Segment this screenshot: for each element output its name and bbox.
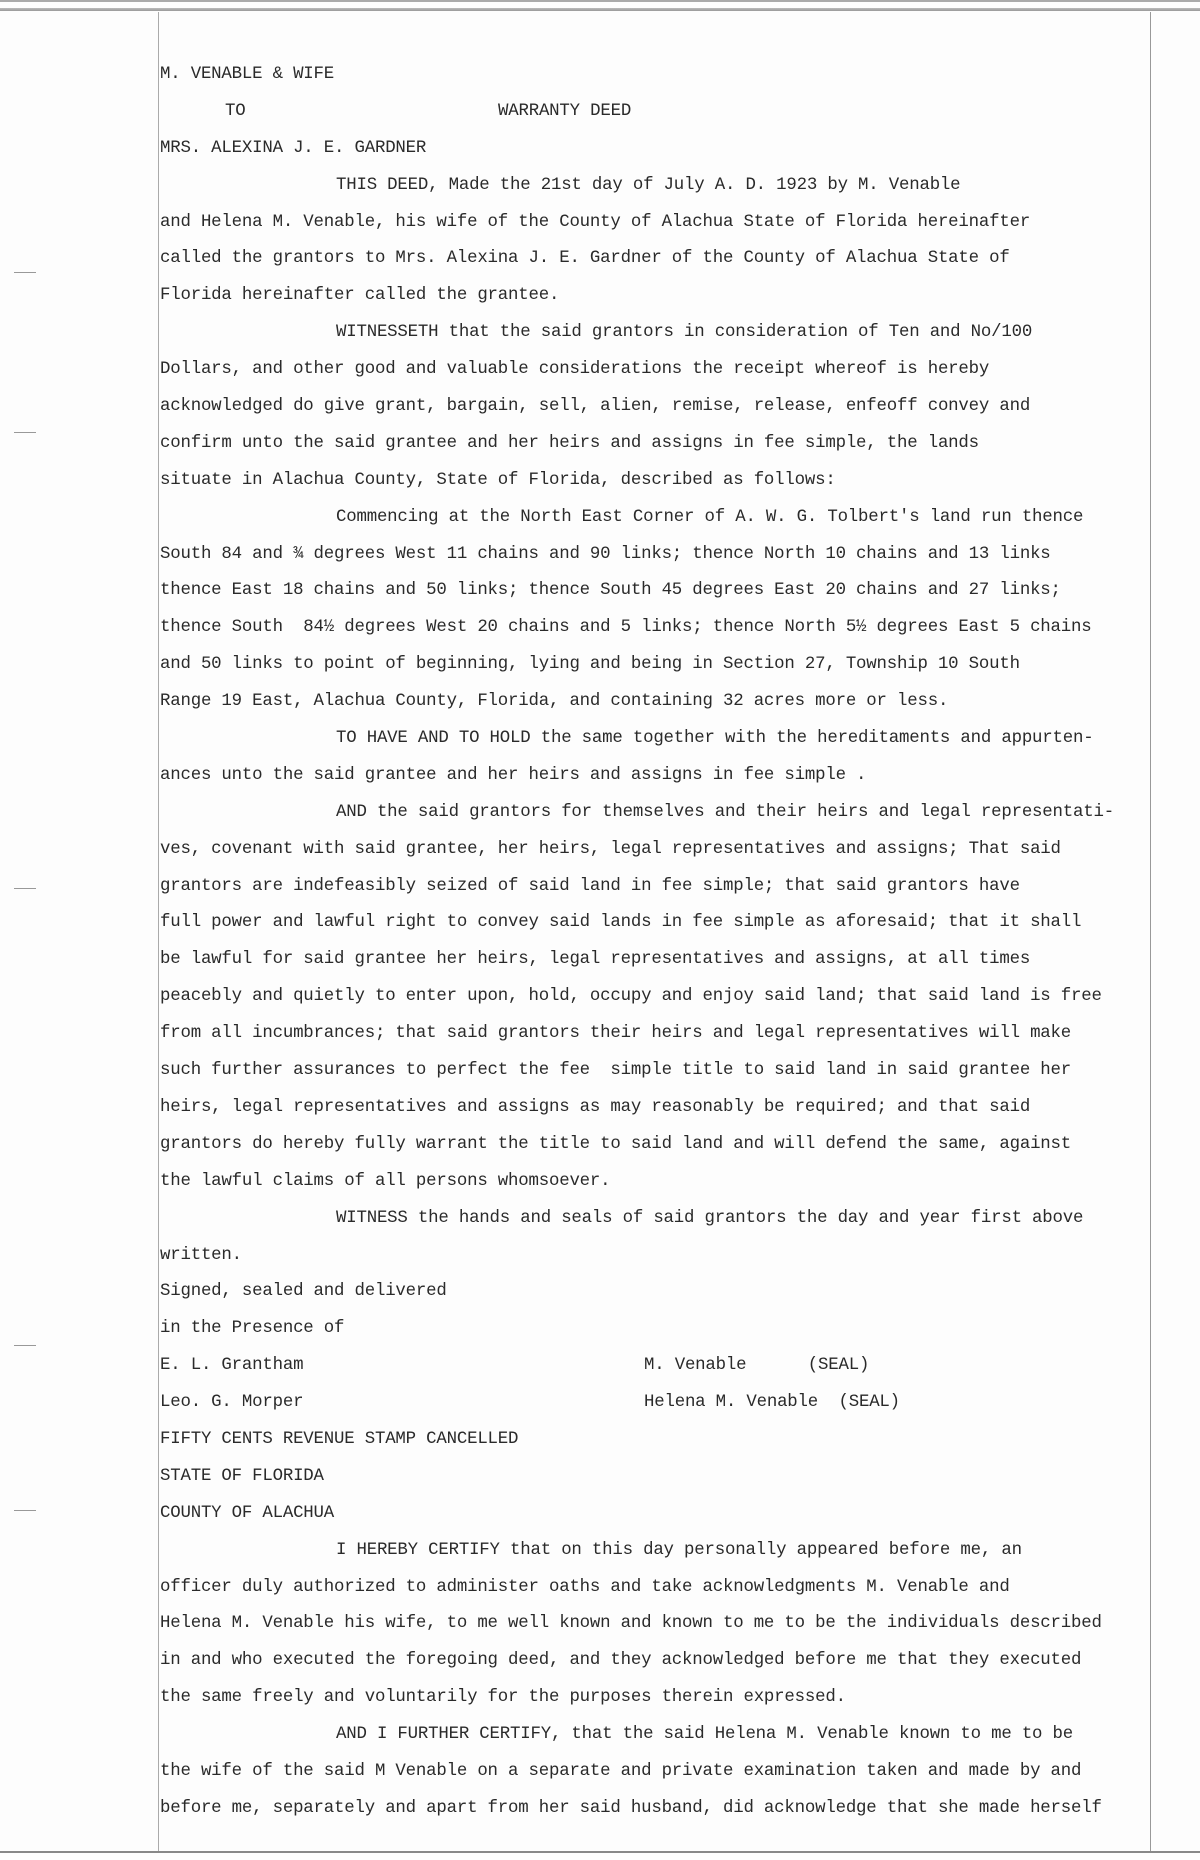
line-text: grantors are indefeasibly seized of said land in fee simple; that said grantors have xyxy=(160,876,1020,896)
text-line xyxy=(160,979,1150,1016)
left-margin-line xyxy=(158,12,159,1852)
text-line xyxy=(160,315,1150,352)
line-text: thence East 18 chains and 50 links; thence South 45 degrees East 20 chains and 27 links; xyxy=(160,581,1061,601)
text-line xyxy=(160,1680,1150,1717)
grantor-signature: Helena M. Venable (SEAL) xyxy=(644,1393,900,1413)
line-text: grantors do hereby fully warrant the title to said land and will defend the same, against xyxy=(160,1134,1072,1154)
line-text: and 50 links to point of beginning, lying and being in Section 27, Township 10 South xyxy=(160,655,1020,675)
text-line xyxy=(160,758,1150,795)
line-text: the same freely and voluntarily for the purposes therein expressed. xyxy=(160,1688,846,1708)
line-text: and Helena M. Venable, his wife of the County of Alachua State of Florida hereinafter xyxy=(160,212,1031,232)
text-line xyxy=(160,57,1150,94)
text-line xyxy=(160,869,1150,906)
line-text: WITNESS the hands and seals of said grantors the day and year first above xyxy=(336,1208,1084,1228)
text-line xyxy=(160,389,1150,426)
line-text: full power and lawful right to convey said lands in fee simple as aforesaid; that it shall xyxy=(160,913,1082,933)
text-line xyxy=(160,1238,1150,1275)
signature-row xyxy=(160,1348,1150,1385)
line-text: from all incumbrances; that said grantors their heirs and legal representatives will make xyxy=(160,1024,1072,1044)
text-line xyxy=(160,721,1150,758)
line-text: the lawful claims of all persons whomsoever. xyxy=(160,1171,611,1191)
line-text: confirm unto the said grantee and her heirs and assigns in fee simple, the lands xyxy=(160,433,979,453)
line-text: I HEREBY CERTIFY that on this day personally appeared before me, an xyxy=(336,1540,1022,1560)
text-line xyxy=(160,205,1150,242)
line-text: peacebly and quietly to enter upon, hold, occupy and enjoy said land; that said land is free xyxy=(160,987,1102,1007)
line-text: MRS. ALEXINA J. E. GARDNER xyxy=(160,138,427,158)
line-text: situate in Alachua County, State of Florida, described as follows: xyxy=(160,470,836,490)
text-line xyxy=(160,352,1150,389)
line-text: STATE OF FLORIDA xyxy=(160,1466,324,1486)
line-text: ves, covenant with said grantee, her heirs, legal representatives and assigns; That said xyxy=(160,839,1061,859)
line-text: heirs, legal representatives and assigns as may reasonably be required; and that said xyxy=(160,1097,1031,1117)
line-text: acknowledged do give grant, bargain, sell, alien, remise, release, enfeoff convey and xyxy=(160,397,1031,417)
line-text: such further assurances to perfect the fee simple title to said land in said grantee her xyxy=(160,1061,1072,1081)
binder-mark xyxy=(14,888,36,889)
text-line xyxy=(160,1201,1150,1238)
text-line xyxy=(160,1164,1150,1201)
text-line xyxy=(160,1533,1150,1570)
line-text: FIFTY CENTS REVENUE STAMP CANCELLED xyxy=(160,1429,519,1449)
line-text: Commencing at the North East Corner of A. W. G. Tolbert's land run thence xyxy=(336,507,1084,527)
line-text: TO HAVE AND TO HOLD the same together with the hereditaments and appurten- xyxy=(336,729,1094,749)
text-line xyxy=(160,795,1150,832)
text-line xyxy=(160,1606,1150,1643)
line-text: M. VENABLE & WIFE xyxy=(160,65,335,84)
page-bottom-border xyxy=(0,1851,1200,1853)
text-line xyxy=(160,905,1150,942)
text-line xyxy=(160,1422,1150,1459)
page-top-border xyxy=(0,8,1200,11)
text-line xyxy=(160,241,1150,278)
line-text: be lawful for said grantee her heirs, legal representatives and assigns, at all times xyxy=(160,950,1031,970)
text-line xyxy=(160,610,1150,647)
witness-name: E. L. Grantham xyxy=(160,1356,304,1376)
text-line xyxy=(160,463,1150,500)
text-line xyxy=(160,1791,1150,1828)
text-line xyxy=(160,94,1150,131)
text-line xyxy=(160,426,1150,463)
text-line xyxy=(160,573,1150,610)
text-line xyxy=(160,1127,1150,1164)
line-text: ances unto the said grantee and her heirs and assigns in fee simple . xyxy=(160,765,867,785)
line-text: officer duly authorized to administer oaths and take acknowledgments M. Venable and xyxy=(160,1577,1010,1597)
binder-mark xyxy=(14,1510,36,1511)
text-line xyxy=(160,942,1150,979)
text-line xyxy=(160,1311,1150,1348)
grantor-signature: M. Venable (SEAL) xyxy=(644,1356,870,1376)
text-line xyxy=(160,1643,1150,1680)
right-margin-line xyxy=(1150,12,1151,1852)
line-text: the wife of the said M Venable on a separate and private examination taken and made by and xyxy=(160,1761,1082,1781)
scan-edge-top xyxy=(0,0,1200,2)
text-line xyxy=(160,1717,1150,1754)
line-text: called the grantors to Mrs. Alexina J. E. Gardner of the County of Alachua State of xyxy=(160,249,1010,269)
line-text: South 84 and ¾ degrees West 11 chains and 90 links; thence North 10 chains and 13 links xyxy=(160,544,1051,564)
text-line xyxy=(160,500,1150,537)
binder-mark xyxy=(14,1345,36,1346)
text-line xyxy=(160,1496,1150,1533)
binder-mark xyxy=(14,272,36,273)
text-line xyxy=(160,1570,1150,1607)
text-line xyxy=(160,1090,1150,1127)
line-text: WITNESSETH that the said grantors in consideration of Ten and No/100 xyxy=(336,323,1033,343)
line-text: AND I FURTHER CERTIFY, that the said Helena M. Venable known to me to be xyxy=(336,1725,1073,1745)
line-text: THIS DEED, Made the 21st day of July A. D. 1923 by M. Venable xyxy=(336,175,961,195)
line-text: thence South 84½ degrees West 20 chains and 5 links; thence North 5½ degrees East 5 chains xyxy=(160,618,1092,638)
text-line xyxy=(160,537,1150,574)
text-line xyxy=(160,1274,1150,1311)
text-line xyxy=(160,684,1150,721)
text-line xyxy=(160,1754,1150,1791)
line-text: TO xyxy=(225,101,246,121)
deed-text xyxy=(160,57,1150,1828)
line-text: COUNTY OF ALACHUA xyxy=(160,1503,335,1523)
line-text: Helena M. Venable his wife, to me well known and known to me to be the individuals described xyxy=(160,1614,1102,1634)
document-title: WARRANTY DEED xyxy=(498,101,632,121)
line-text: Dollars, and other good and valuable considerations the receipt whereof is hereby xyxy=(160,360,990,380)
witness-name: Leo. G. Morper xyxy=(160,1393,304,1413)
signature-row xyxy=(160,1385,1150,1422)
text-line xyxy=(160,1053,1150,1090)
text-line xyxy=(160,1459,1150,1496)
line-text: before me, separately and apart from her said husband, did acknowledge that she made herself xyxy=(160,1798,1102,1818)
text-line xyxy=(160,131,1150,168)
line-text: Range 19 East, Alachua County, Florida, and containing 32 acres more or less. xyxy=(160,692,949,712)
binder-mark xyxy=(14,432,36,433)
line-text: in the Presence of xyxy=(160,1319,345,1339)
line-text: Florida hereinafter called the grantee. xyxy=(160,286,560,306)
line-text: Signed, sealed and delivered xyxy=(160,1282,447,1302)
line-text: AND the said grantors for themselves and their heirs and legal representati- xyxy=(336,802,1114,822)
text-line xyxy=(160,832,1150,869)
text-line xyxy=(160,1016,1150,1053)
text-line xyxy=(160,647,1150,684)
line-text: in and who executed the foregoing deed, and they acknowledged before me that they executed xyxy=(160,1651,1082,1671)
text-line xyxy=(160,278,1150,315)
line-text: written. xyxy=(160,1245,242,1265)
text-line xyxy=(160,168,1150,205)
